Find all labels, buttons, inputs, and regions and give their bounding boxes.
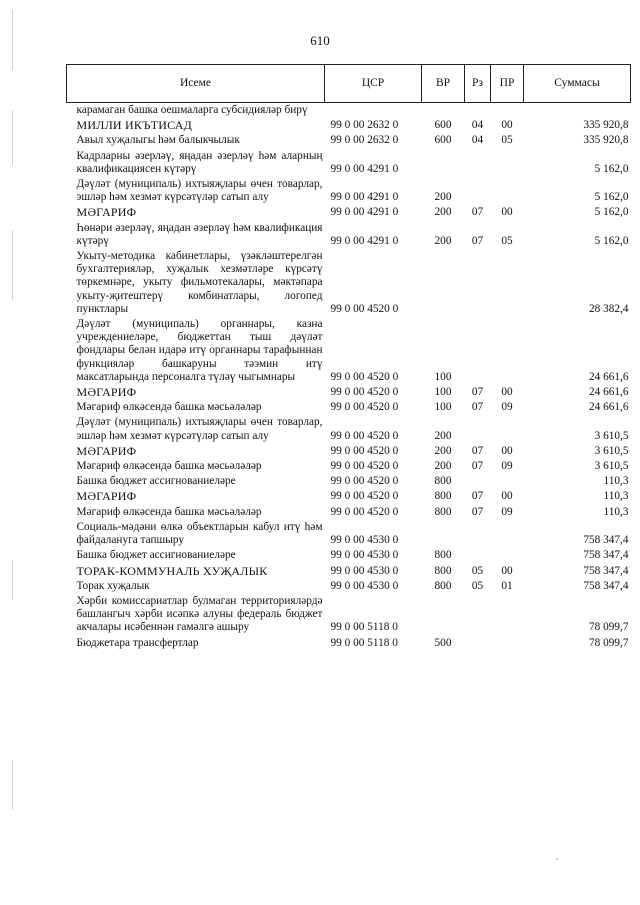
cell-pr [491, 548, 524, 563]
cell-csr: 99 0 00 4520 0 [330, 401, 399, 414]
cell-rz: 07 [471, 490, 484, 503]
cell-name: МИЛЛИ ИКЪТИСАД [76, 118, 192, 133]
table-row [67, 548, 631, 563]
cell-rz [465, 415, 491, 443]
table-row [67, 520, 631, 548]
cell-name: МӘГАРИФ [76, 385, 137, 400]
cell-vr [422, 520, 465, 548]
cell-pr: 00 [501, 386, 513, 399]
cell-name: МӘГАРИФ [76, 489, 137, 504]
header-name: Исеме [67, 65, 325, 103]
cell-name: ТОРАК-КОММУНАЛЬ ХУҖАЛЫК [76, 563, 268, 578]
cell-sum [524, 103, 631, 119]
cell-csr: 99 0 00 4520 0 [330, 386, 399, 399]
cell-rz [465, 317, 491, 385]
header-sum: Суммасы [524, 65, 631, 103]
cell-csr: 99 0 00 4520 0 [330, 302, 399, 315]
cell-rz: 05 [471, 564, 484, 577]
cell-csr: 99 0 00 4520 0 [330, 370, 399, 383]
cell-pr [491, 520, 524, 548]
cell-pr: 05 [501, 134, 513, 147]
cell-name: Һөнәри әзерләү, яңадан әзерләү һәм квалификация күтәрү [76, 221, 323, 247]
cell-name: МӘГАРИФ [76, 205, 137, 220]
cell-name: Мәгариф өлкәсендә башка мәсьәләләр [76, 460, 262, 473]
cell-rz: 04 [471, 119, 484, 132]
cell-sum: 24 661,6 [588, 401, 629, 414]
cell-rz: 04 [471, 134, 484, 147]
cell-csr: 99 0 00 4520 0 [330, 505, 399, 518]
cell-vr: 800 [434, 564, 452, 577]
cell-sum: 5 162,0 [594, 191, 629, 204]
cell-name: карамаган башка оешмаларга субсидияләр бирү [76, 104, 308, 116]
cell-vr [422, 103, 465, 119]
cell-pr: 00 [501, 564, 513, 577]
cell-pr [491, 415, 524, 443]
cell-csr: 99 0 00 2632 0 [330, 119, 399, 132]
cell-csr: 99 0 00 4291 0 [330, 162, 399, 175]
cell-csr: 99 0 00 4520 0 [330, 429, 399, 442]
scan-edge-mark [12, 10, 13, 70]
budget-table [66, 64, 631, 651]
cell-name: Башка бюджет ассигнованиеләре [76, 549, 236, 562]
cell-pr: 09 [501, 505, 513, 518]
table-row [67, 415, 631, 443]
scan-edge-mark [12, 760, 13, 810]
cell-pr: 01 [501, 579, 513, 592]
cell-rz [465, 474, 491, 489]
cell-rz: 05 [471, 579, 484, 592]
cell-sum: 110,3 [603, 490, 629, 503]
table-section-row [67, 489, 631, 504]
cell-pr [491, 474, 524, 489]
cell-pr [491, 636, 524, 651]
cell-csr: 99 0 00 4291 0 [330, 191, 399, 204]
table-section-row [67, 385, 631, 400]
cell-sum: 758 347,4 [583, 549, 629, 562]
cell-csr: 99 0 00 4291 0 [330, 206, 399, 219]
cell-name: Башка бюджет ассигнованиеләре [76, 475, 236, 488]
cell-rz [465, 249, 491, 317]
cell-vr: 100 [434, 401, 452, 414]
scan-edge-mark [12, 110, 13, 165]
table-row [67, 249, 631, 317]
cell-name: Дәүләт (муниципаль) ихтыяҗлары өчен товарлар, эшләр һәм хезмәт күрсәтүләр сатып алу [76, 416, 323, 442]
cell-csr: 99 0 00 4520 0 [330, 475, 399, 488]
cell-rz [465, 548, 491, 563]
cell-name: Дәүләт (муниципаль) органнары, казна учреждениеләре, бюджеттан тыш дәүләт фондлары белән идарә итү органнары тарафыннан функцияләр башкаруны тәэмин итү максатларында персоналга түләү чыгымнары [76, 318, 323, 383]
cell-csr: 99 0 00 4530 0 [330, 549, 399, 562]
cell-csr: 99 0 00 2632 0 [330, 134, 399, 147]
cell-sum: 24 661,6 [588, 386, 629, 399]
cell-pr [491, 149, 524, 177]
header-vr: ВР [422, 65, 465, 103]
cell-rz: 07 [471, 444, 484, 457]
cell-vr: 100 [434, 370, 452, 383]
table-row [67, 636, 631, 651]
cell-csr: 99 0 00 4530 0 [330, 579, 399, 592]
cell-sum: 3 610,5 [594, 460, 629, 473]
cell-rz [465, 594, 491, 636]
header-pr: ПР [491, 65, 524, 103]
cell-rz: 07 [471, 386, 484, 399]
page-number: 610 [310, 33, 330, 48]
cell-name: Бюджетара трансфертлар [76, 636, 199, 649]
table-row [67, 177, 631, 205]
table-row [67, 103, 631, 119]
table-row [67, 221, 631, 249]
table-row [67, 400, 631, 415]
header-rz: Рз [465, 65, 491, 103]
table-row [67, 594, 631, 636]
cell-sum: 110,3 [603, 505, 629, 518]
cell-rz [465, 177, 491, 205]
cell-sum: 110,3 [603, 475, 629, 488]
cell-vr: 200 [434, 206, 452, 219]
header-csr: ЦСР [325, 65, 422, 103]
cell-csr: 99 0 00 5118 0 [330, 621, 398, 634]
cell-vr: 800 [434, 475, 452, 488]
cell-pr: 00 [501, 119, 513, 132]
cell-csr: 99 0 00 4530 0 [330, 534, 399, 547]
table-row [67, 133, 631, 148]
cell-pr: 00 [501, 206, 513, 219]
scan-speck [556, 858, 558, 860]
cell-rz: 07 [471, 234, 484, 247]
cell-sum: 5 162,0 [594, 234, 629, 247]
cell-vr: 200 [434, 234, 452, 247]
table-section-row [67, 118, 631, 133]
cell-sum: 758 347,4 [583, 579, 629, 592]
table-section-row [67, 564, 631, 579]
cell-vr: 800 [434, 505, 452, 518]
cell-name: Социаль-мәдәни өлкә объектларын кабул итү һәм файдалануга тапшыру [76, 520, 323, 547]
cell-rz [465, 636, 491, 651]
cell-name: Авыл хуҗалыгы һәм балыкчылык [76, 134, 240, 147]
cell-name: Укыту-методика кабинетлары, үзәкләштерелгән бухгалтерияләр, хуҗалык хезмәтләре күрсәтү төркемнәре, укыту фильмотекалары, мәктәпара укыту-җитештерү комбинатлары, логопед пунктлары [76, 250, 323, 315]
cell-vr: 600 [434, 119, 452, 132]
cell-pr [491, 317, 524, 385]
cell-rz [465, 520, 491, 548]
table-row [67, 317, 631, 385]
cell-name: Хәрби комиссариатлар булмаган территорияләрдә башлангыч хәрби исәпкә алуны федераль бюджет акчалары исәбеннән гамәлгә ашыру [76, 594, 323, 634]
cell-vr: 200 [434, 460, 452, 473]
cell-name: МӘГАРИФ [76, 443, 137, 458]
cell-vr: 500 [434, 636, 452, 649]
cell-sum: 24 661,6 [588, 370, 629, 383]
table-section-row [67, 205, 631, 220]
cell-pr [491, 177, 524, 205]
cell-sum: 5 162,0 [594, 206, 629, 219]
table-row [67, 459, 631, 474]
cell-sum: 335 920,8 [583, 119, 629, 132]
cell-name: Кадрларны әзерләү, яңадан әзерләү һәм аларның квалификациясен күтәрү [76, 149, 323, 175]
cell-name: Мәгариф өлкәсендә башка мәсьәләләр [76, 505, 262, 518]
cell-pr: 05 [501, 234, 513, 247]
cell-rz [465, 103, 491, 119]
cell-sum: 758 347,4 [583, 564, 629, 577]
table-row [67, 579, 631, 594]
cell-pr: 09 [501, 401, 513, 414]
cell-sum: 758 347,4 [583, 534, 629, 547]
cell-rz: 07 [471, 460, 484, 473]
cell-sum: 78 099,7 [588, 636, 629, 649]
cell-pr [491, 594, 524, 636]
cell-vr: 200 [434, 444, 452, 457]
scan-edge-mark [12, 230, 13, 300]
cell-rz: 07 [471, 206, 484, 219]
cell-rz: 07 [471, 505, 484, 518]
cell-csr: 99 0 00 5118 0 [330, 636, 398, 649]
cell-sum: 78 099,7 [588, 621, 629, 634]
table-body [67, 103, 631, 651]
cell-csr: 99 0 00 4520 0 [330, 460, 399, 473]
cell-csr: 99 0 00 4291 0 [330, 234, 399, 247]
cell-rz: 07 [471, 401, 484, 414]
cell-csr [325, 103, 422, 119]
cell-name: Торак хуҗалык [76, 579, 150, 592]
cell-csr: 99 0 00 4530 0 [330, 564, 399, 577]
cell-sum: 3 610,5 [594, 429, 629, 442]
cell-csr: 99 0 00 4520 0 [330, 490, 399, 503]
cell-vr: 100 [434, 386, 452, 399]
table-row [67, 149, 631, 177]
cell-vr: 800 [434, 549, 452, 562]
cell-vr: 800 [434, 490, 452, 503]
cell-vr [422, 249, 465, 317]
cell-pr: 00 [501, 490, 513, 503]
cell-pr [491, 103, 524, 119]
cell-vr [422, 149, 465, 177]
cell-sum: 28 382,4 [588, 302, 629, 315]
table-header-row [67, 65, 631, 103]
scan-edge-mark [12, 560, 13, 600]
cell-pr: 09 [501, 460, 513, 473]
cell-pr: 00 [501, 444, 513, 457]
cell-vr [422, 594, 465, 636]
cell-rz [465, 149, 491, 177]
table-row [67, 505, 631, 520]
cell-sum: 335 920,8 [583, 134, 629, 147]
cell-sum: 3 610,5 [594, 444, 629, 457]
cell-name: Мәгариф өлкәсендә башка мәсьәләләр [76, 401, 262, 414]
cell-vr: 200 [434, 429, 452, 442]
cell-pr [491, 249, 524, 317]
cell-vr: 800 [434, 579, 452, 592]
cell-sum: 5 162,0 [594, 162, 629, 175]
table-section-row [67, 444, 631, 459]
cell-vr: 200 [434, 191, 452, 204]
cell-vr: 600 [434, 134, 452, 147]
cell-name: Дәүләт (муниципаль) ихтыяҗлары өчен товарлар, эшләр һәм хезмәт күрсәтүләр сатып алу [76, 178, 323, 204]
cell-csr: 99 0 00 4520 0 [330, 444, 399, 457]
table-row [67, 474, 631, 489]
